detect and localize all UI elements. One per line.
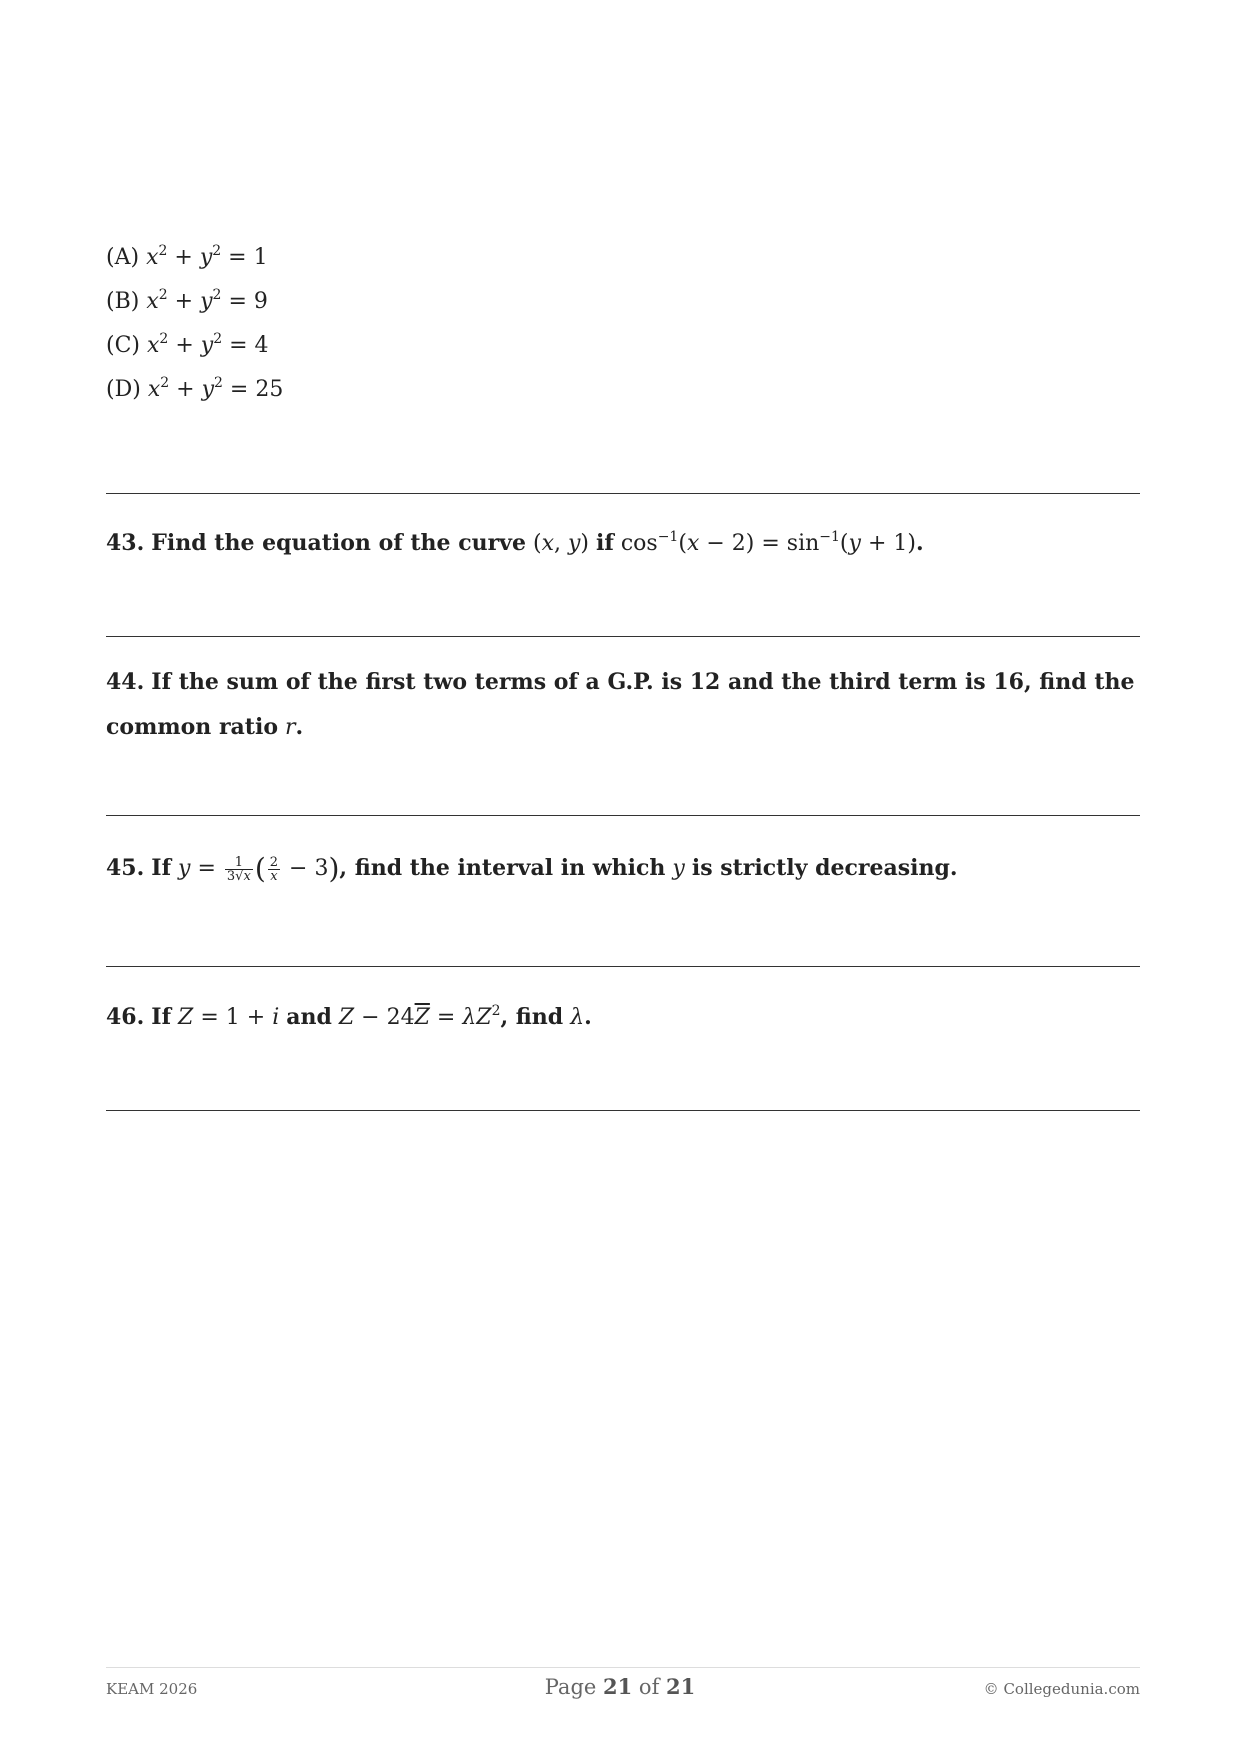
option-label: (D) [106,377,141,402]
question-text: if [596,530,614,556]
question-number: 43. [106,530,145,556]
math-expr: Z = 1 + i [178,1005,280,1030]
math-expr: (x, y) [532,531,590,556]
option-equation: $x^2 + y^2 = 9$ [146,287,268,314]
question-46: 46. If Z = 1 + i and $Z - 24\overline{Z} = \lambda Z^2$, find λ. [106,1003,592,1030]
divider [106,966,1140,967]
question-number: 45. [106,855,145,881]
math-expr: $\cos^{-1}(x - 2) = \sin^{-1}(y + 1)$ [620,529,916,556]
footer-copyright: © Collegedunia.com [983,1680,1140,1698]
question-number: 46. [106,1004,145,1030]
question-text: If the sum of the first two terms of a G.P. is 12 and the third term is 16, find the common ratio [106,669,1135,740]
math-expr: $Z - 24\overline{Z} = \lambda Z^2$ [338,1003,501,1030]
option-value: 9 [253,289,268,314]
footer-exam-name: KEAM 2026 [106,1680,198,1698]
page-number: Page 21 of 21 [544,1674,696,1699]
divider [106,493,1140,494]
question-43: 43. Find the equation of the curve (x, y) if $\cos^{-1}(x - 2) = \sin^{-1}(y + 1)$. [106,529,924,556]
question-number: 44. [106,669,145,695]
divider [106,636,1140,637]
question-text: is strictly decreasing. [691,855,958,881]
option-d [106,368,283,412]
divider [106,1110,1140,1111]
option-a [106,236,283,280]
divider [106,815,1140,816]
question-45 [106,846,1140,891]
option-equation: $x^2 + y^2 = 4$ [147,331,269,358]
math-expr: y [672,856,685,881]
question-text: , find [500,1004,564,1030]
question-text: Find the equation of the curve [151,530,526,556]
option-label: (A) [106,245,140,270]
math-expr: y = $\frac{1}{3√x}$ ( $\frac{2}{x}$ − 3) [178,852,340,885]
question-text: If [151,855,172,881]
option-b [106,280,283,324]
math-expr: λ [570,1005,585,1030]
question-text: and [286,1004,332,1030]
option-c [106,324,283,368]
option-value: 4 [254,333,269,358]
option-label: (B) [106,289,140,314]
question-text: , find the interval in which [339,855,666,881]
question-44: 44. If the sum of the first two terms of a G.P. is 12 and the third term is 16, find the common ratio r. [106,669,1135,740]
math-expr: r [285,715,296,740]
option-value: 1 [253,245,268,270]
option-equation: $x^2 + y^2 = 1$ [146,243,268,270]
option-value: 25 [255,377,284,402]
option-equation: $x^2 + y^2 = 25$ [147,375,284,402]
question-text: If [151,1004,172,1030]
option-label: (C) [106,333,140,358]
footer-divider [106,1667,1140,1668]
answer-options [106,236,283,412]
